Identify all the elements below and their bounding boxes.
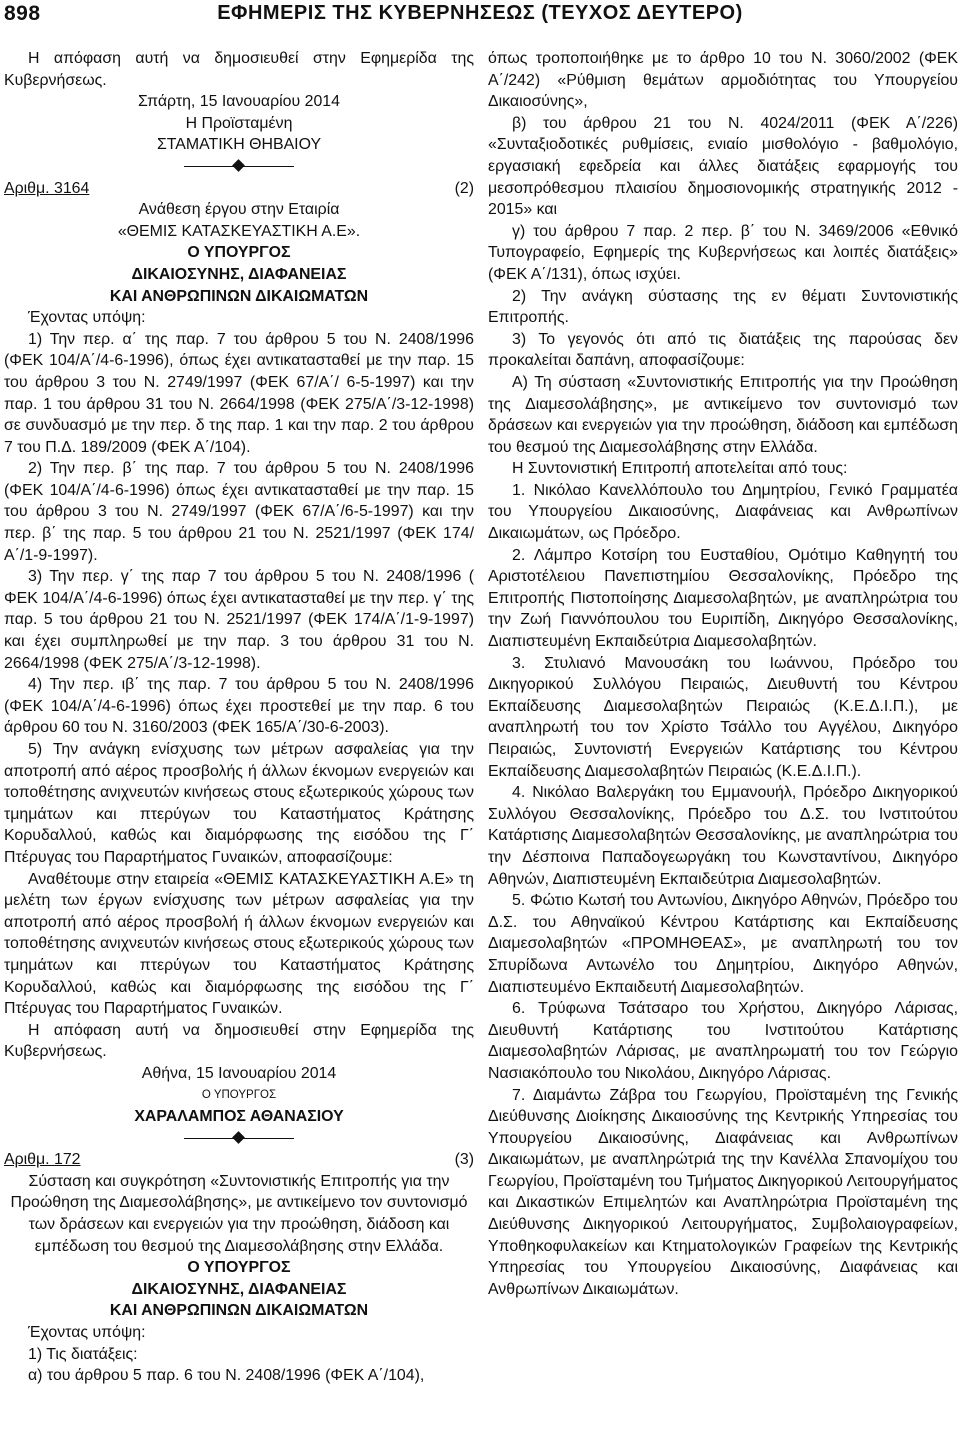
decision-2-sequence: (2) bbox=[454, 179, 474, 197]
decision-2-subject-line-1: Ανάθεση έργου στην Εταιρία bbox=[138, 201, 340, 219]
place-date-2: Αθήνα, 15 Ιανουαρίου 2014 bbox=[141, 1064, 337, 1082]
diamond-ornament-icon bbox=[232, 1131, 245, 1144]
decision-a: Α) Τη σύσταση «Συντονιστικής Επιτροπής για την Προώθηση της Διαμεσολάβησης», με αντικείμενο τον συντονισμό των δράσεων και ενεργειών για την προώθηση, διάδοση και εμπέδωση του θεσμού της Διαμεσολάβησης στην Ελλάδα. bbox=[488, 373, 958, 456]
minister-heading-line-2: ΔΙΚΑΙΟΣΥΝΗΣ, ΔΙΑΦΑΝΕΙΑΣ bbox=[131, 265, 347, 283]
committee-composition: Η Συντονιστική Επιτροπή αποτελείται από τους: bbox=[512, 460, 848, 478]
decision-2-number: Αριθμ. 3164 bbox=[4, 179, 90, 197]
decision-3-consideration-1a: α) του άρθρου 5 παρ. 6 του Ν. 2408/1996 (ΦΕΚ Α΄/104), bbox=[28, 1367, 425, 1385]
signer-2-name: ΧΑΡΑΛΑΜΠΟΣ ΑΘΑΝΑΣΙΟΥ bbox=[134, 1108, 344, 1126]
consideration-3: 3) Την περ. γ΄ της παρ 7 του άρθρου 5 του Ν. 2408/1996 ( ΦΕΚ 104/Α΄/4-6-1996) όπως έχει αντικατασταθεί με την περ. γ΄ της παρ. 5 του άρθρου 21 του Ν. 2521/1997 (ΦΕΚ 174/Α΄/1-9-1997) και έχει συμπληρωθεί με την παρ. 3 του άρθρου 31 του Ν. 2664/1998 (ΦΕΚ 275/Α΄/3-12-1998). bbox=[4, 568, 474, 672]
having-regard: Έχοντας υπόψη: bbox=[28, 309, 146, 327]
decision-2-subject-line-2: «ΘΕΜΙΣ ΚΑΤΑΣΚΕΥΑΣΤΙΚΗ Α.Ε». bbox=[117, 222, 361, 240]
publish-order-1: Η απόφαση αυτή να δημοσιευθεί στην Εφημερίδα της Κυβερνήσεως. bbox=[4, 50, 474, 89]
decision-3-subject: Σύσταση και συγκρότηση «Συντονιστικής Επιτροπής για την Προώθηση της Διαμεσολάβησης», με αντικείμενο τον συντονισμό των δράσεων και ενεργειών για την προώθηση, διάδοση και εμπέδωση του θεσμού της Διαμεσολάβησης στην Ελλάδα. bbox=[10, 1172, 468, 1255]
signer-2-title: Ο ΥΠΟΥΡΓΟΣ bbox=[201, 1088, 277, 1101]
signer-1-title: Η Προϊσταμένη bbox=[185, 114, 293, 132]
section-separator bbox=[4, 1128, 474, 1150]
decision-3-sequence: (3) bbox=[454, 1151, 474, 1169]
decision-3-header bbox=[4, 1149, 474, 1171]
committee-member-7: 7. Διαμάντω Ζάβρα του Γεωργίου, Προϊσταμένη της Γενικής Διεύθυνσης Διοίκησης Δικαιοσύνης της Κεντρικής Υπηρεσίας του Υπουργείου Δικαιοσύνης, Διαφάνειας και Ανθρωπίνων Δικαιωμάτων, με αναπληρώτριά της την Κανέλλα Σπανομίχου του Γεωργίου, Προϊσταμένη του Τμήματος Δικηγορικού Λειτουργήματος και Δικαστικών Επιμελητών και Αναπληρώτρια Προϊσταμένη της Διεύθυνσης Δικηγορικού Λειτουργήματος, Συμβολαιογραφείων, Υποθηκοφυλακείων και Κτηματολογικών Γραφείων της Κεντρικής Υπηρεσίας του Υπουργείου Δικαιοσύνης, Διαφάνειας και Ανθρωπίνων Δικαιωμάτων. bbox=[488, 1086, 958, 1298]
consideration-1a-continued: όπως τροποποιήθηκε με το άρθρο 10 του Ν. 3060/2002 (ΦΕΚ Α΄/242) «Ρύθμιση θεμάτων αρμοδιότητας του Υπουργείου Δικαιοσύνης», bbox=[488, 50, 958, 111]
consideration-4: 4) Την περ. ιβ΄ της παρ. 7 του άρθρου 5 του Ν. 2408/1996 (ΦΕΚ 104/Α΄/4-6-1996) όπως έχει προστεθεί με την παρ. 6 του άρθρου 60 του Ν. 3160/2003 (ΦΕΚ 165/Α΄/30-6-2003). bbox=[4, 676, 474, 737]
decision-2-header bbox=[4, 178, 474, 200]
publish-order-2: Η απόφαση αυτή να δημοσιευθεί στην Εφημερίδα της Κυβερνήσεως. bbox=[4, 1021, 474, 1061]
right-column bbox=[488, 48, 958, 1300]
committee-member-5: 5. Φώτιο Κωτσή του Αντωνίου, Δικηγόρο Αθηνών, Πρόεδρο του Δ.Σ. του Αθηναϊκού Κέντρου Κατάρτισης και Εκπαίδευσης Διαμεσολαβητών «ΠΡΟΜΗΘΕΑΣ», με αναπληρωτή του τον Σπυρίδωνα Αντωνέλο του Δημητρίου, Δικηγόρο Αθηνών, Διαπιστευμένο Εκπαιδευτή Διαμεσολαβητών. bbox=[488, 892, 958, 996]
committee-member-6: 6. Τρύφωνα Τσάτσαρο του Χρήστου, Δικηγόρο Λάρισας, Διευθυντή Κατάρτισης του Ινστιτούτου Κατάρτισης Διαμεσολαβητών Λάρισας, με αναπληρωματή του τον Γεώργιο Νασιακόπουλο του Νικολάου, Δικηγόρο Λάρισας. bbox=[488, 1000, 958, 1082]
signer-1-name: ΣΤΑΜΑΤΙΚΗ ΘΗΒΑΙΟΥ bbox=[156, 136, 322, 154]
minister-3-heading-line-1: Ο ΥΠΟΥΡΓΟΣ bbox=[187, 1259, 291, 1277]
minister-heading-line-1: Ο ΥΠΟΥΡΓΟΣ bbox=[187, 244, 291, 262]
committee-member-3: 3. Στυλιανό Μανουσάκη του Ιωάννου, Πρόεδρο του Δικηγορικού Συλλόγου Πειραιώς, Διευθυντή του Κέντρου Εκπαίδευσης Διαμεσολαβητών Πειραιώς (Κ.Ε.Δ.Ι.Π.), με αναπληρωτή του τον Χρίστο Τσάλλο του Αγγέλου, Δικηγόρο Πειραιώς, Συντονιστή Ενεργειών Κατάρτισης του Κέντρου Εκπαίδευσης Διαμεσολαβητών Πειραιώς (Κ.Ε.Δ.Ι.Π.). bbox=[488, 654, 958, 780]
decision-3-number: Αριθμ. 172 bbox=[4, 1151, 81, 1169]
consideration-5: 5) Την ανάγκη ενίσχυσης των μέτρων ασφαλείας για την αποτροπή από αέρος προσβολής ή άλλων έκνομων ενεργειών και τοποθέτησης ανιχνευτών κινήσεως στους εξωτερικούς χώρους των τμημάτων και πτερύγων του Καταστήματος Κράτησης Κορυδαλλού, καθώς και διαμόρφωσης της εισόδου της Γ΄ Πτέρυγας του Παραρτήματος Γυναικών, αποφασίζουμε: bbox=[4, 741, 474, 866]
page-number: 898 bbox=[4, 2, 41, 25]
left-column bbox=[4, 48, 474, 1387]
minister-heading-line-3: ΚΑΙ ΑΝΘΡΩΠΙΝΩΝ ΔΙΚΑΙΩΜΑΤΩΝ bbox=[109, 287, 369, 305]
place-date-1: Σπάρτη, 15 Ιανουαρίου 2014 bbox=[138, 93, 340, 111]
decision-3-consideration-1: 1) Τις διατάξεις: bbox=[28, 1345, 138, 1363]
committee-member-2: 2. Λάμπρο Κοτσίρη του Ευσταθίου, Ομότιμο Καθηγητή του Αριστοτέλειου Πανεπιστημίου Θεσσαλονίκης, Πρόεδρο της Επιτροπής Πιστοποίησης Διαμεσολαβητών, με αναπληρώτρια του την Ζωή Γιαννόπουλου του Ευριπίδη, Δικηγόρο Θεσσαλονίκης, Διαπιστευμένη Εκπαιδεύτρια Διαμεσολαβητών. bbox=[488, 546, 958, 651]
award-paragraph: Αναθέτουμε στην εταιρεία «ΘΕΜΙΣ ΚΑΤΑΣΚΕΥΑΣΤΙΚΗ Α.Ε» τη μελέτη των έργων ενίσχυσης των μέτρων ασφαλείας για την αποτροπή από αέρος προσβολή ή άλλων έκνομων ενεργειών και τοποθέτησης ανιχνευτών κινήσεως στους εξωτερικούς χώρους των τμημάτων και πτερύγων του Καταστήματος Κράτησης Κορυδαλλού, καθώς και διαμόρφωσης της εισόδου της Γ΄ Πτέρυγας του Παραρτήματος Γυναικών. bbox=[4, 870, 474, 1018]
section-separator bbox=[4, 156, 474, 178]
having-regard-3: Έχοντας υπόψη: bbox=[28, 1324, 146, 1342]
diamond-ornament-icon bbox=[232, 160, 245, 173]
consideration-1: 1) Την περ. α΄ της παρ. 7 του άρθρου 5 του Ν. 2408/1996 (ΦΕΚ 104/Α΄/4-6-1996), όπως έχει αντικατασταθεί με την παρ. 15 του άρθρου 3 του Ν. 2749/1997 (ΦΕΚ 67/Α΄/ 6-5-1997) και την παρ. 1 του άρθρου 31 του Ν. 2664/1998 (ΦΕΚ 275/Α΄/3-12-1998) σε συνδυασμό με την περ. δ της παρ. 1 και την παρ. 2 του άρθρου 7 του Π.Δ. 189/2009 (ΦΕΚ Α΄/104). bbox=[4, 330, 474, 456]
consideration-1b: β) του άρθρου 21 του Ν. 4024/2011 (ΦΕΚ Α΄/226) «Συνταξιοδοτικές ρυθμίσεις, ενιαίο μισθολόγιο - βαθμολόγιο, εργασιακή εφεδρεία και άλλες διατάξεις εφαρμογής του μεσοπρόθεσμου πλαισίου δημοσιονομικής στρατηγικής 2012 - 2015» και bbox=[488, 114, 958, 219]
consideration-2: 2) Την περ. β΄ της παρ. 7 του άρθρου 5 του Ν. 2408/1996 (ΦΕΚ 104/Α΄/4-6-1996) όπως έχει αντικατασταθεί με την παρ. 15 του άρθρου 3 του Ν. 2749/1997 (ΦΕΚ 67/Α΄/6-5-1997) και την περ. β΄ της παρ. 5 του άρθρου 21 του Ν. 2521/1997 (ΦΕΚ 174/Α΄/1-9-1997). bbox=[4, 460, 474, 564]
committee-member-1: 1. Νικόλαο Κανελλόπουλο του Δημητρίου, Γενικό Γραμματέα του Υπουργείου Δικαιοσύνης, Διαφάνειας και Ανθρωπίνων Δικαιωμάτων, ως Πρόεδρο. bbox=[488, 481, 958, 543]
running-title: ΕΦΗΜΕΡΙΣ ΤΗΣ ΚΥΒΕΡΝΗΣΕΩΣ (ΤΕΥΧΟΣ ΔΕΥΤΕΡΟ) bbox=[217, 2, 743, 24]
consideration-1c: γ) του άρθρου 7 παρ. 2 περ. β΄ του Ν. 3469/2006 «Εθνικό Τυπογραφείο, Εφημερίς της Κυβερνήσεως και λοιπές διατάξεις» (ΦΕΚ Α΄/131), όπως ισχύει. bbox=[488, 222, 958, 283]
consideration-2: 2) Την ανάγκη σύστασης της εν θέματι Συντονιστικής Επιτροπής. bbox=[488, 287, 958, 327]
page-header bbox=[0, 0, 960, 30]
consideration-3: 3) Το γεγονός ότι από τις διατάξεις της παρούσας δεν προκαλείται δαπάνη, αποφασίζουμε: bbox=[488, 330, 958, 370]
committee-member-4: 4. Νικόλαο Βαλεργάκη του Εμμανουήλ, Πρόεδρο Δικηγορικού Συλλόγου Θεσσαλονίκης, Πρόεδρο του Δ.Σ. του Ινστιτούτου Κατάρτισης Διαμεσολαβητών Θεσσαλονίκης, με αναπληρώτρια του την Δέσποινα Παπαδογεωργάκη του Κωνσταντίνου, Δικηγόρο Αθηνών, Διαπιστευμένη Εκπαιδεύτρια Διαμεσολαβητών. bbox=[488, 784, 958, 888]
minister-3-heading-line-2: ΔΙΚΑΙΟΣΥΝΗΣ, ΔΙΑΦΑΝΕΙΑΣ bbox=[131, 1280, 347, 1298]
minister-3-heading-line-3: ΚΑΙ ΑΝΘΡΩΠΙΝΩΝ ΔΙΚΑΙΩΜΑΤΩΝ bbox=[109, 1302, 369, 1320]
